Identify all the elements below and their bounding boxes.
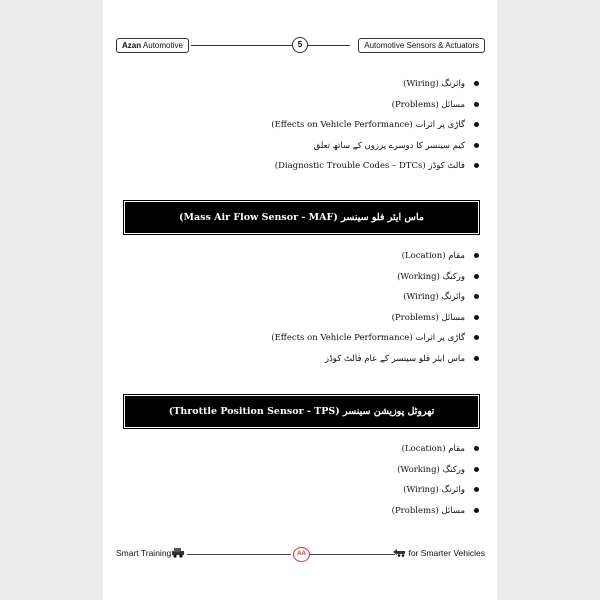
- list-item: مسائل (Problems): [271, 98, 483, 119]
- list-item: وائرنگ (Wiring): [271, 290, 483, 311]
- list-item: مقام (Location): [392, 442, 483, 463]
- list-item: مسائل (Problems): [271, 311, 483, 332]
- list-item: ورکنگ (Working): [392, 463, 483, 484]
- bullet-icon: [474, 446, 479, 451]
- bullet-icon: [474, 294, 479, 299]
- section-title-tps: تھروٹل پوزیشن سینسر (Throttle Position Sensor - TPS): [126, 397, 477, 426]
- brand-rest: Automotive: [141, 41, 183, 50]
- bullet-icon: [474, 315, 479, 320]
- bullet-icon: [474, 335, 479, 340]
- footer-rule-right: [310, 554, 395, 555]
- document-page: [103, 0, 497, 600]
- bullet-icon: [474, 122, 479, 127]
- bullet-icon: [474, 102, 479, 107]
- list-item: وائرنگ (Wiring): [392, 483, 483, 504]
- bullet-icon: [474, 81, 479, 86]
- footer-right-text: for Smarter Vehicles: [408, 548, 485, 558]
- bullet-icon: [474, 163, 479, 168]
- section3-list: [392, 442, 483, 524]
- chapter-label: Automotive Sensors & Actuators: [358, 38, 485, 53]
- bullet-icon: [474, 274, 479, 279]
- brand-bold: Azan: [122, 41, 142, 50]
- section1-list: [271, 77, 483, 180]
- car-icon: [171, 546, 185, 558]
- page-footer: [103, 544, 497, 564]
- list-item: گاڑی پر اثرات (Effects on Vehicle Performance): [271, 331, 483, 352]
- brand-label: [116, 38, 189, 53]
- list-item: فالٹ کوڈز (Diagnostic Trouble Codes – DTCs): [271, 159, 483, 180]
- section-title-maf: ماس ایئر فلو سینسر (Mass Air Flow Sensor - MAF): [126, 203, 477, 232]
- list-item: وائرنگ (Wiring): [271, 77, 483, 98]
- list-item: ورکنگ (Working): [271, 270, 483, 291]
- bullet-icon: [474, 508, 479, 513]
- page-header: [103, 36, 497, 54]
- header-rule-right: [308, 45, 350, 46]
- footer-left-text: Smart Training: [116, 548, 172, 558]
- list-item: مقام (Location): [271, 249, 483, 270]
- list-item: مسائل (Problems): [392, 504, 483, 525]
- bullet-icon: [474, 253, 479, 258]
- page-number: 5: [292, 37, 308, 53]
- bullet-icon: [474, 467, 479, 472]
- logo-icon: AA: [293, 547, 310, 562]
- section2-list: [271, 249, 483, 372]
- footer-rule-left: [187, 554, 291, 555]
- bullet-icon: [474, 143, 479, 148]
- list-item: کیم سینسر کا دوسرے پرزوں کے ساتھ تعلق: [271, 139, 483, 160]
- bullet-icon: [474, 356, 479, 361]
- list-item: گاڑی پر اثرات (Effects on Vehicle Performance): [271, 118, 483, 139]
- bullet-icon: [474, 487, 479, 492]
- header-rule-left: [191, 45, 292, 46]
- list-item: ماس ایئر فلو سینسر کے عام فالٹ کوڈز: [271, 352, 483, 373]
- car-icon: [393, 546, 405, 558]
